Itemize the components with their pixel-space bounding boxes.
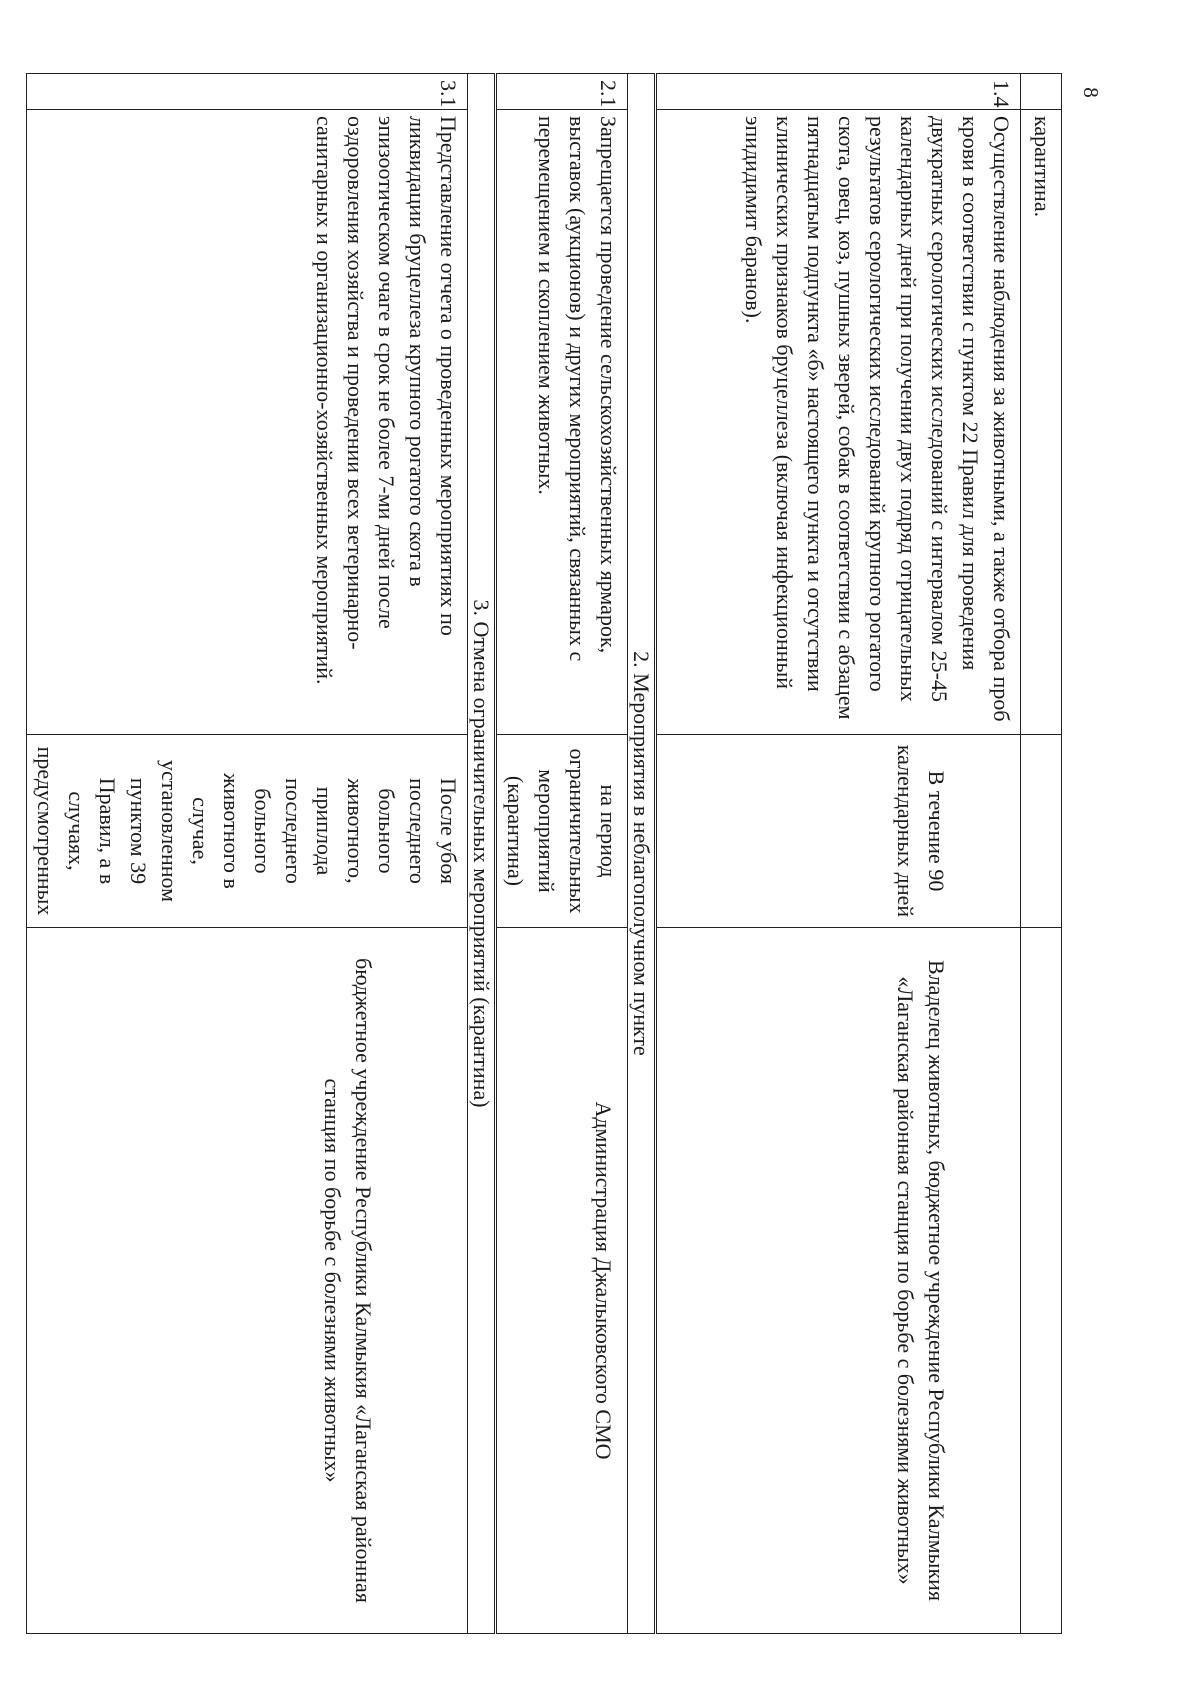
document-sheet: [33, 73, 1062, 1633]
measure-text: Представление отчета о проведенных мероприятиях по ликвидации бруцеллеза крупного рогатого скота в эпизоотическом очаге в срок не более 7-ми дней после оздоровления хозяйства и проведении всех ветеринарно-санитарных и организационно-хозяйственных мероприятий.: [27, 110, 468, 735]
measure-text: Осуществление наблюдения за животными, а также отбора проб крови в соответствии с пунктом 22 Правил для проведения двукратных серологических исследований с интервалом 25-45 календарных дней при получении двух подряд отрицательных результатов серологических исследований крупного рогатого скота, овец, коз, пушных зверей, собак в соответствии с абзацем пятнадцатым подпункта «б» настоящего пункта и отсутствии клинических признаков бруцеллеза (включая инфекционный эпидидимит баранов).: [656, 110, 1021, 735]
measures-table: [26, 73, 1062, 1634]
measure-text: карантина.: [1021, 110, 1062, 735]
table-row: [1021, 74, 1062, 1634]
page-number: 8: [1078, 87, 1103, 98]
row-number: 1.4: [656, 74, 1021, 110]
executor-cell: Владелец животных, бюджетное учреждение Республики Калмыкия «Лаганская районная станция по борьбе с болезнями животных»: [656, 928, 1021, 1634]
term-cell: После убоя последнего больного животного, приплода последнего больного животного в случае, установленном пунктом 39 Правил, а в случаях, предусмотренных: [27, 735, 468, 928]
section-heading-row: [628, 74, 656, 1634]
table-row: [27, 74, 468, 1634]
section-heading-row: [468, 74, 496, 1634]
section-heading: 2. Мероприятия в неблагополучном пункте: [628, 74, 656, 1634]
table-row: [656, 74, 1021, 1634]
table-row: [496, 74, 628, 1634]
row-number: 3.1: [27, 74, 468, 110]
measure-text: Запрещается проведение сельскохозяйственных ярмарок, выставок (аукционов) и других мероприятий, связанных с перемещением и скоплением животных.: [496, 110, 628, 735]
executor-cell: Администрация Джалыковского СМО: [496, 928, 628, 1634]
term-cell: на период ограничительных мероприятий (карантина): [496, 735, 628, 928]
row-number: 2.1: [496, 74, 628, 110]
term-cell: [1021, 735, 1062, 928]
executor-cell: бюджетное учреждение Республики Калмыкия «Лаганская районная станция по борьбе с болезнями животных»: [27, 928, 468, 1634]
term-cell: В течение 90 календарных дней: [656, 735, 1021, 928]
executor-cell: [1021, 928, 1062, 1634]
row-number: [1021, 74, 1062, 110]
section-heading: 3. Отмена ограничительных мероприятий (карантина): [468, 74, 496, 1634]
